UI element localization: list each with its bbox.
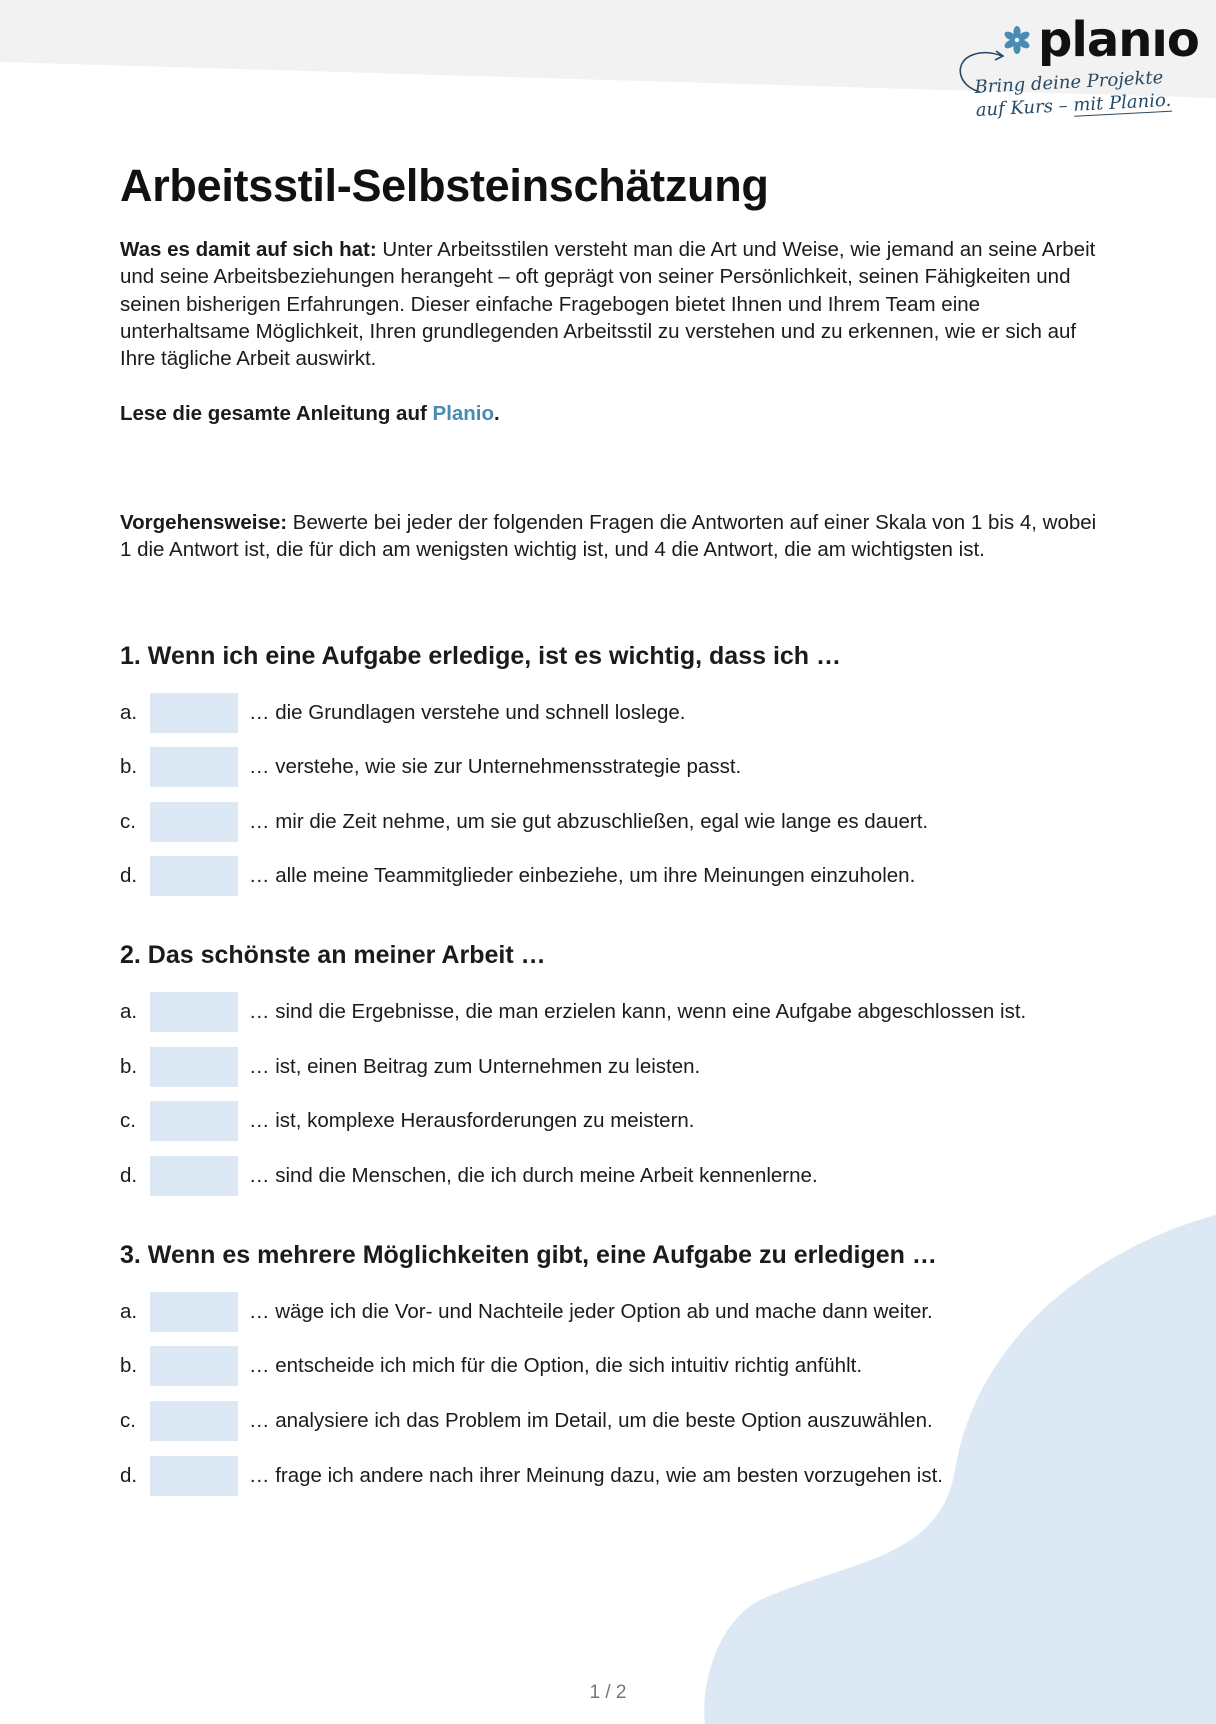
- page-number: 1 / 2: [589, 1682, 627, 1703]
- answer-text: … wäge ich die Vor- und Nachteile jeder Option ab und mache dann weiter.: [249, 1300, 933, 1323]
- answer-letter: c.: [120, 1109, 136, 1132]
- read-more-suffix: .: [494, 402, 500, 425]
- answer-text: … sind die Menschen, die ich durch meine Arbeit kennenlerne.: [249, 1164, 818, 1187]
- rating-input[interactable]: [150, 1101, 238, 1141]
- question-1-answer-a: [120, 692, 1120, 734]
- question-2-answer-a: [120, 991, 1120, 1033]
- answer-text: … alle meine Teammitglieder einbeziehe, um ihre Meinungen einzuholen.: [249, 864, 916, 887]
- answer-text: … frage ich andere nach ihrer Meinung dazu, wie am besten vorzugehen ist.: [249, 1464, 943, 1487]
- logo-row: [1002, 12, 1199, 68]
- rating-input[interactable]: [150, 1456, 238, 1496]
- question-3-answer-a: [120, 1291, 1120, 1333]
- question-2-title: 2. Das schönste an meiner Arbeit …: [120, 941, 546, 969]
- question-3-title: 3. Wenn es mehrere Möglichkeiten gibt, eine Aufgabe zu erledigen …: [120, 1241, 937, 1269]
- page-title: Arbeitsstil-Selbsteinschätzung: [120, 160, 769, 211]
- answer-letter: d.: [120, 1164, 138, 1187]
- answer-letter: d.: [120, 1464, 138, 1487]
- planio-link[interactable]: Planio: [432, 402, 495, 425]
- rating-input[interactable]: [150, 802, 238, 842]
- intro-text: Unter Arbeitsstilen versteht man die Art und Weise, wie jemand an seine Arbeit und seine Arbeitsbeziehungen herangeht – oft geprägt von seiner Persönlichkeit, seinen Fähigkeiten und seinen bisherigen Erfahrungen. Dieser einfache Fragebogen bietet Ihnen und Ihrem Team eine unterhaltsame Möglichkeit, Ihren grundlegenden Arbeitsstil zu verstehen und zu erkennen, wie er sich auf Ihre tägliche Arbeit auswirkt.: [120, 238, 1096, 371]
- rating-input[interactable]: [150, 1047, 238, 1087]
- rating-input[interactable]: [150, 693, 238, 733]
- tagline-line-1: Bring deine Projekte: [974, 67, 1164, 98]
- planio-logo[interactable]: [950, 14, 1200, 134]
- rating-input[interactable]: [150, 856, 238, 896]
- rating-input[interactable]: [150, 1401, 238, 1441]
- answer-text: … analysiere ich das Problem im Detail, um die beste Option auszuwählen.: [249, 1409, 933, 1432]
- answer-letter: b.: [120, 755, 138, 778]
- tagline-prefix: auf Kurs –: [975, 94, 1074, 121]
- procedure-text: Bewerte bei jeder der folgenden Fragen die Antworten auf einer Skala von 1 bis 4, wobei 1 die Antwort ist, die für dich am wenigsten wichtig ist, und 4 die Antwort, die am wichtigsten ist.: [120, 511, 1097, 562]
- answer-text: … ist, einen Beitrag zum Unternehmen zu leisten.: [249, 1055, 701, 1078]
- procedure-label: Vorgehensweise:: [120, 511, 288, 534]
- logo-wordmark: planıo: [1038, 12, 1199, 68]
- question-2-answer-d: [120, 1155, 1120, 1197]
- answer-text: … verstehe, wie sie zur Unternehmensstrategie passt.: [249, 755, 742, 778]
- question-1-answer-d: [120, 855, 1120, 897]
- rating-input[interactable]: [150, 1346, 238, 1386]
- intro-label: Was es damit auf sich hat:: [120, 238, 377, 261]
- intro-paragraph: [120, 236, 1100, 372]
- question-1-title: 1. Wenn ich eine Aufgabe erledige, ist es wichtig, dass ich …: [120, 642, 842, 670]
- question-1-answer-c: [120, 801, 1120, 843]
- answer-letter: d.: [120, 864, 138, 887]
- question-3-answer-b: [120, 1345, 1120, 1387]
- tagline: [974, 66, 1172, 122]
- read-more-prefix: Lese die gesamte Anleitung auf: [120, 402, 433, 425]
- procedure-paragraph: [120, 509, 1100, 564]
- answer-letter: a.: [120, 1300, 138, 1323]
- question-1-answer-b: [120, 746, 1120, 788]
- question-2-answer-b: [120, 1046, 1120, 1088]
- answer-letter: c.: [120, 1409, 136, 1432]
- answer-letter: b.: [120, 1354, 138, 1377]
- question-2-answer-c: [120, 1100, 1120, 1142]
- rating-input[interactable]: [150, 992, 238, 1032]
- answer-text: … sind die Ergebnisse, die man erzielen kann, wenn eine Aufgabe abgeschlossen ist.: [249, 1000, 1027, 1023]
- read-more-line: [120, 400, 1100, 427]
- answer-text: … mir die Zeit nehme, um sie gut abzuschließen, egal wie lange es dauert.: [249, 810, 929, 833]
- answer-text: … ist, komplexe Herausforderungen zu meistern.: [249, 1109, 695, 1132]
- answer-letter: a.: [120, 701, 138, 724]
- rating-input[interactable]: [150, 1156, 238, 1196]
- answer-letter: a.: [120, 1000, 138, 1023]
- question-3-answer-d: [120, 1455, 1120, 1497]
- answer-letter: b.: [120, 1055, 138, 1078]
- rating-input[interactable]: [150, 747, 238, 787]
- rating-input[interactable]: [150, 1292, 238, 1332]
- question-3-answer-c: [120, 1400, 1120, 1442]
- tagline-underlined: mit Planio.: [1072, 89, 1172, 116]
- answer-letter: c.: [120, 810, 136, 833]
- answer-text: … die Grundlagen verstehe und schnell loslege.: [249, 701, 686, 724]
- answer-text: … entscheide ich mich für die Option, die sich intuitiv richtig anfühlt.: [249, 1354, 863, 1377]
